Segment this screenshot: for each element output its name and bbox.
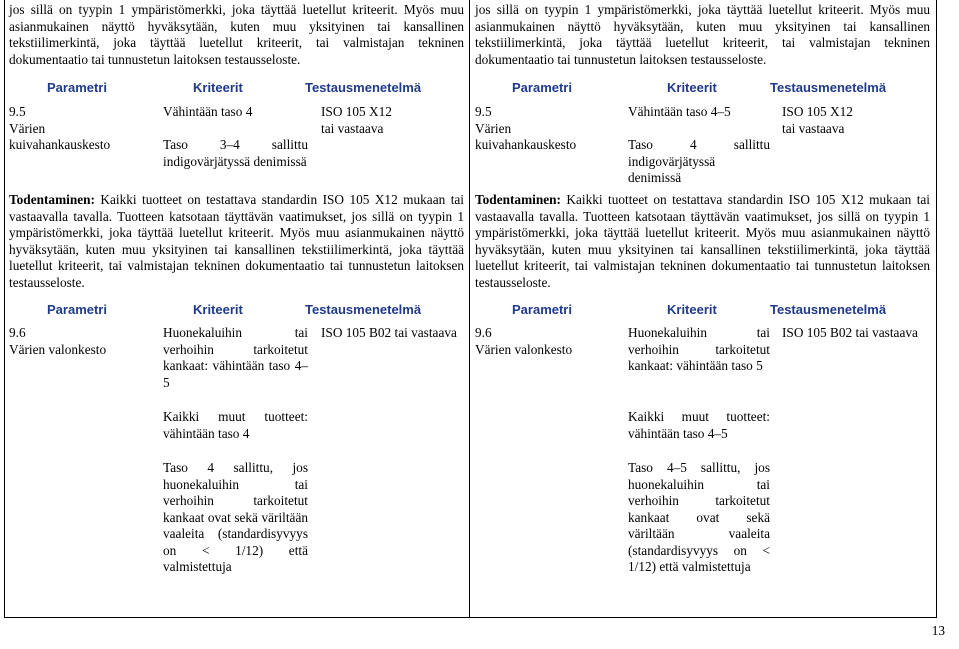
right-header-parameter: Parametri (512, 80, 572, 95)
right-row2-test-method: ISO 105 B02 tai vastaava (782, 325, 918, 340)
left-top-text: jos sillä on tyypin 1 ympäristömerkki, joka täyttää luetellut kriteerit. Myös muu asianmukainen näyttö hyväksytään, kuten muu yksityinen tai kansallinen tekstiilimerkintä, joka täyttää luetellut kriteerit, tai valmistajan tekninen dokumentaatio tai tunnustetun laitoksen testausseloste. (9, 2, 464, 67)
table-border-center (469, 0, 470, 618)
left-row2-criteria-2: Kaikki muut tuotteet: vähintään taso 4 (163, 409, 308, 441)
left-row1-criteria-2: Taso 3–4 sallittu indigovärjätyssä denimissä (163, 137, 308, 169)
left-row1-criteria-1: Vähintään taso 4 (163, 104, 253, 119)
left-row2-test-method: ISO 105 B02 tai vastaava (321, 325, 457, 340)
right-row1-test-method: ISO 105 X12 tai vastaava (782, 104, 853, 136)
left-verification (9, 192, 464, 291)
right-row2-criteria-1: Huonekaluihin tai verhoihin tarkoitetut kankaat: vähintään taso 5 (628, 325, 770, 373)
left-row2-criteria-1: Huonekaluihin tai verhoihin tarkoitetut kankaat: vähintään taso 4–5 (163, 325, 308, 390)
table-border-left (4, 0, 5, 618)
right-row1-criteria-2: Taso 4 sallittu indigovärjätyssä denimissä (628, 137, 770, 185)
left-row2-criteria-3: Taso 4 sallittu, jos huonekaluihin tai verhoihin tarkoitetut kankaat ovat sekä väriltään vaaleita (standardisyvyys on < 1/12) että valmistettuja (163, 460, 308, 574)
table-border-right (936, 0, 937, 618)
left-header-criteria-2: Kriteerit (193, 302, 243, 317)
left-row1-parameter: 9.5 Värien kuivahankauskesto (9, 104, 111, 152)
left-row1-test-method: ISO 105 X12 tai vastaava (321, 104, 392, 136)
right-row2-criteria-3: Taso 4–5 sallittu, jos huonekaluihin tai verhoihin tarkoitetut kankaat ovat sekä väriltään vaaleita (standardisyvyys on < 1/12) että valmistettuja (628, 460, 770, 574)
right-header-criteria: Kriteerit (667, 80, 717, 95)
left-verification-label: Todentaminen: (9, 192, 95, 207)
page-number: 13 (931, 622, 945, 638)
table-border-bottom (4, 617, 937, 618)
right-verification (475, 192, 930, 291)
right-row1-criteria-1: Vähintään taso 4–5 (628, 104, 731, 119)
right-header-criteria-2: Kriteerit (667, 302, 717, 317)
right-row2-parameter: 9.6 Värien valonkesto (475, 325, 573, 357)
left-header-parameter-2: Parametri (47, 302, 107, 317)
right-top-text: jos sillä on tyypin 1 ympäristömerkki, joka täyttää luetellut kriteerit. Myös muu asianmukainen näyttö hyväksytään, kuten muu yksityinen tai kansallinen tekstiilimerkintä, joka täyttää luetellut kriteerit, tai valmistajan tekninen dokumentaatio tai tunnustetun laitoksen testausseloste. (475, 2, 930, 67)
left-header-criteria: Kriteerit (193, 80, 243, 95)
left-header-test-method-2: Testausmenetelmä (305, 302, 422, 317)
left-header-test-method: Testausmenetelmä (305, 80, 422, 95)
right-verification-text: Kaikki tuotteet on testattava standardin ISO 105 X12 mukaan tai vastaavalla tavalla. Tuotteen katsotaan täyttävän vaatimukset, jos sillä on tyypin 1 ympäristömerkki, joka täyttää luetellut kriteerit. Myös muu asianmukainen näyttö hyväksytään, kuten muu yksityinen tai kansallinen tekstiilimerkintä, joka täyttää luetellut kriteerit, tai valmistajan tekninen dokumentaatio tai tunnustetun laitoksen testausseloste. (475, 192, 930, 290)
right-header-parameter-2: Parametri (512, 302, 572, 317)
right-verification-label: Todentaminen: (475, 192, 561, 207)
right-row1-parameter: 9.5 Värien kuivahankauskesto (475, 104, 577, 152)
right-header-test-method-2: Testausmenetelmä (770, 302, 887, 317)
right-header-test-method: Testausmenetelmä (770, 80, 887, 95)
left-row2-parameter: 9.6 Värien valonkesto (9, 325, 107, 357)
left-header-parameter: Parametri (47, 80, 107, 95)
right-row2-criteria-2: Kaikki muut tuotteet: vähintään taso 4–5 (628, 409, 770, 441)
left-verification-text: Kaikki tuotteet on testattava standardin ISO 105 X12 mukaan tai vastaavalla tavalla. Tuotteen katsotaan täyttävän vaatimukset, jos sillä on tyypin 1 ympäristömerkki, joka täyttää luetellut kriteerit. Myös muu asianmukainen näyttö hyväksytään, kuten muu yksityinen tai kansallinen tekstiilimerkintä, joka täyttää luetellut kriteerit, tai valmistajan tekninen dokumentaatio tai tunnustetun laitoksen testausseloste. (9, 192, 464, 290)
